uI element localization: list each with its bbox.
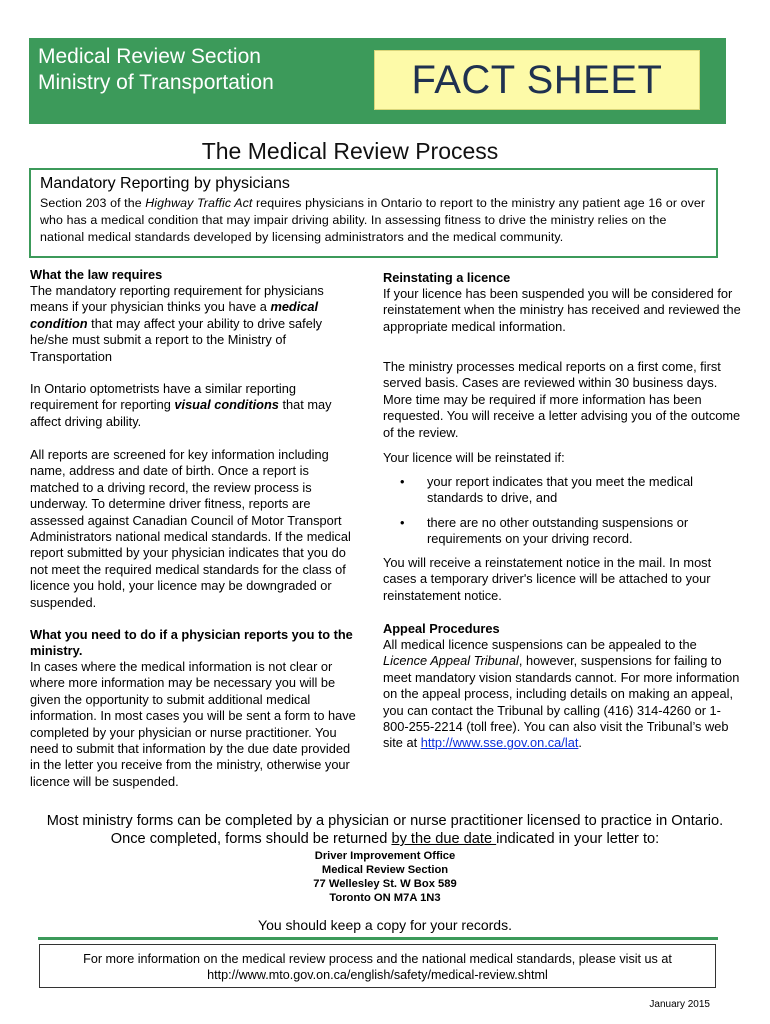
forms-line-2: Once completed, forms should be returned by the due date indicated in your letter to: bbox=[110, 831, 660, 847]
address-line: Medical Review Section bbox=[321, 864, 449, 876]
address-block bbox=[0, 849, 770, 905]
bullet-item: there are no other outstanding suspensions or requirements on your driving record. bbox=[427, 515, 689, 547]
todo-text: In cases where the medical information is not clear or where more information may be necessary you will be given the opportunity to submit additional medical information. In most cases you will be sent a form to have completed by your physician or nurse practitioner. You need to submit that information by the due date provided in the letter you receive from the ministry, otherwise your licence will be suspended. bbox=[30, 659, 356, 789]
divider bbox=[38, 937, 718, 940]
publication-date: January 2015 bbox=[649, 999, 710, 1010]
bullet-dot: • bbox=[400, 515, 405, 530]
process-text: The ministry processes medical reports on a first come, first served basis. Cases are reviewed within 30 business days. More time may be required if more information has been requested. You will receive a letter advising you of the outcome of the review. bbox=[383, 359, 741, 440]
tribunal-link[interactable]: http://www.sse.gov.on.ca/lat bbox=[420, 735, 579, 751]
reinstate-text: If your licence has been suspended you will be considered for reinstatement when the ministry has received and reviewed the appropriate medical information. bbox=[383, 286, 741, 334]
optometrist-text: In Ontario optometrists have a similar reporting requirement for reporting visual conditions that may affect driving ability. bbox=[30, 381, 332, 429]
act-name: Highway Traffic Act bbox=[145, 196, 253, 210]
document-title: The Medical Review Process bbox=[201, 138, 499, 164]
appeal-heading: Appeal Procedures bbox=[383, 621, 500, 636]
mandatory-text: Section 203 of the Highway Traffic Act requires physicians in Ontario to report to the ministry any patient age 16 or over who has a medical condition that may impair driving ability. In assessing fitness to drive the ministry relies on the national medical standards developed by licensing administrators and the medical community. bbox=[40, 196, 706, 244]
appeal-text: All medical licence suspensions can be appealed to the Licence Appeal Tribunal, however, suspensions for failing to meet mandatory vision standards cannot. For more information on the appeal process, including details on making an appeal, you can contact the Tribunal by calling (416) 314-4260 or 1-800-255-2214 (toll free). You can also visit the Tribunal’s web site at http://www.sse.gov.on.ca/lat. bbox=[383, 637, 740, 751]
more-info-text: For more information on the medical review process and the national medical standards, please visit us at http://www.mto.gov.on.ca/english/safety/medical-review.shtml bbox=[40, 951, 715, 983]
more-info-box bbox=[39, 944, 716, 988]
keep-copy-note: You should keep a copy for your records. bbox=[258, 917, 512, 933]
mto-url[interactable]: http://www.mto.gov.on.ca/english/safety/medical-review.shtml bbox=[207, 968, 548, 982]
screening-text: All reports are screened for key information including name, address and date of birth. Once a report is matched to a driving record, the review process is underway. To determine driver fitness, reports are assessed against Canadian Council of Motor Transport Administrators national medical standards. If the medical report submitted by your physician indicates that you do not meet the required medical standards for the class of licence you hold, your licence may be downgraded or suspended. bbox=[30, 447, 351, 610]
todo-heading: What you need to do if a physician reports you to the ministry. bbox=[30, 627, 353, 659]
section-name: Medical Review Section bbox=[38, 45, 261, 68]
mandatory-heading: Mandatory Reporting by physicians bbox=[40, 175, 290, 192]
address-line: 77 Wellesley St. W Box 589 bbox=[313, 878, 457, 890]
notice-text: You will receive a reinstatement notice in the mail. In most cases a temporary driver's licence will be attached to your reinstatement notice. bbox=[383, 555, 712, 603]
bullet-dot: • bbox=[400, 474, 405, 489]
law-text: The mandatory reporting requirement for physicians means if your physician thinks you have a medical condition that may affect your ability to drive safely he/she must submit a report to the Ministry of Transportation bbox=[30, 283, 324, 364]
fact-sheet-label: FACT SHEET bbox=[374, 50, 700, 110]
address-line: Driver Improvement Office bbox=[314, 850, 456, 862]
header-banner bbox=[29, 38, 726, 124]
reinstate-heading: Reinstating a licence bbox=[383, 270, 511, 285]
bullet-item: your report indicates that you meet the medical standards to drive, and bbox=[427, 474, 694, 506]
mandatory-reporting-box bbox=[29, 168, 718, 258]
reinstated-if-text: Your licence will be reinstated if: bbox=[383, 450, 565, 465]
address-line: Toronto ON M7A 1N3 bbox=[329, 892, 441, 904]
forms-line-1: Most ministry forms can be completed by a physician or nurse practitioner licensed to practice in Ontario. bbox=[46, 813, 724, 829]
ministry-name: Ministry of Transportation bbox=[38, 71, 274, 94]
law-heading: What the law requires bbox=[30, 267, 163, 282]
